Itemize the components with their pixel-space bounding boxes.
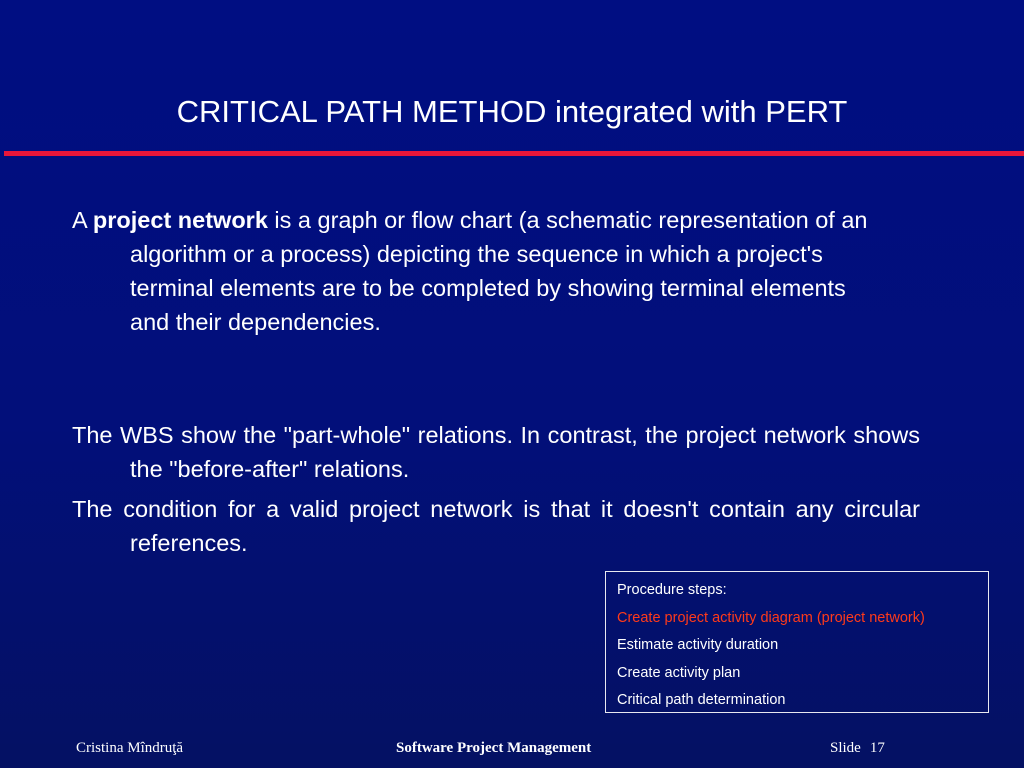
- procedure-steps-box: [605, 571, 989, 713]
- title-divider: [4, 151, 1024, 156]
- slide-label: Slide: [830, 740, 861, 756]
- paragraph-valid-network: [72, 492, 920, 560]
- procedure-step-1: Create project activity diagram (project network): [617, 609, 925, 626]
- term-project-network: project network: [92, 207, 268, 233]
- footer-author: Cristina Mîndruţă: [76, 740, 184, 756]
- paragraph-2-text: The WBS show the "part-whole" relations. In contrast, the project network shows the "before-after" relations.: [72, 422, 920, 482]
- paragraph-1-prefix: A: [72, 207, 93, 233]
- paragraph-1-text: is a graph or flow chart (a schematic representation of an algorithm or a process) depicting the sequence in which a project's terminal elements are to be completed by showing terminal elements and their dependencies.: [130, 207, 868, 335]
- footer-course-title: Software Project Management: [396, 740, 592, 756]
- slide-number: 17: [869, 740, 885, 756]
- procedure-step-4: Critical path determination: [617, 692, 786, 709]
- procedure-heading: Procedure steps:: [617, 582, 727, 598]
- slide-title: CRITICAL PATH METHOD integrated with PERT: [176, 94, 848, 129]
- paragraph-project-network: [72, 203, 872, 339]
- procedure-step-2: Estimate activity duration: [617, 637, 779, 654]
- paragraph-3-text: The condition for a valid project network is that it doesn't contain any circular references.: [72, 496, 920, 556]
- procedure-step-3: Create activity plan: [617, 664, 741, 681]
- footer-slide-number: [830, 738, 885, 758]
- paragraph-wbs-relations: [72, 418, 920, 486]
